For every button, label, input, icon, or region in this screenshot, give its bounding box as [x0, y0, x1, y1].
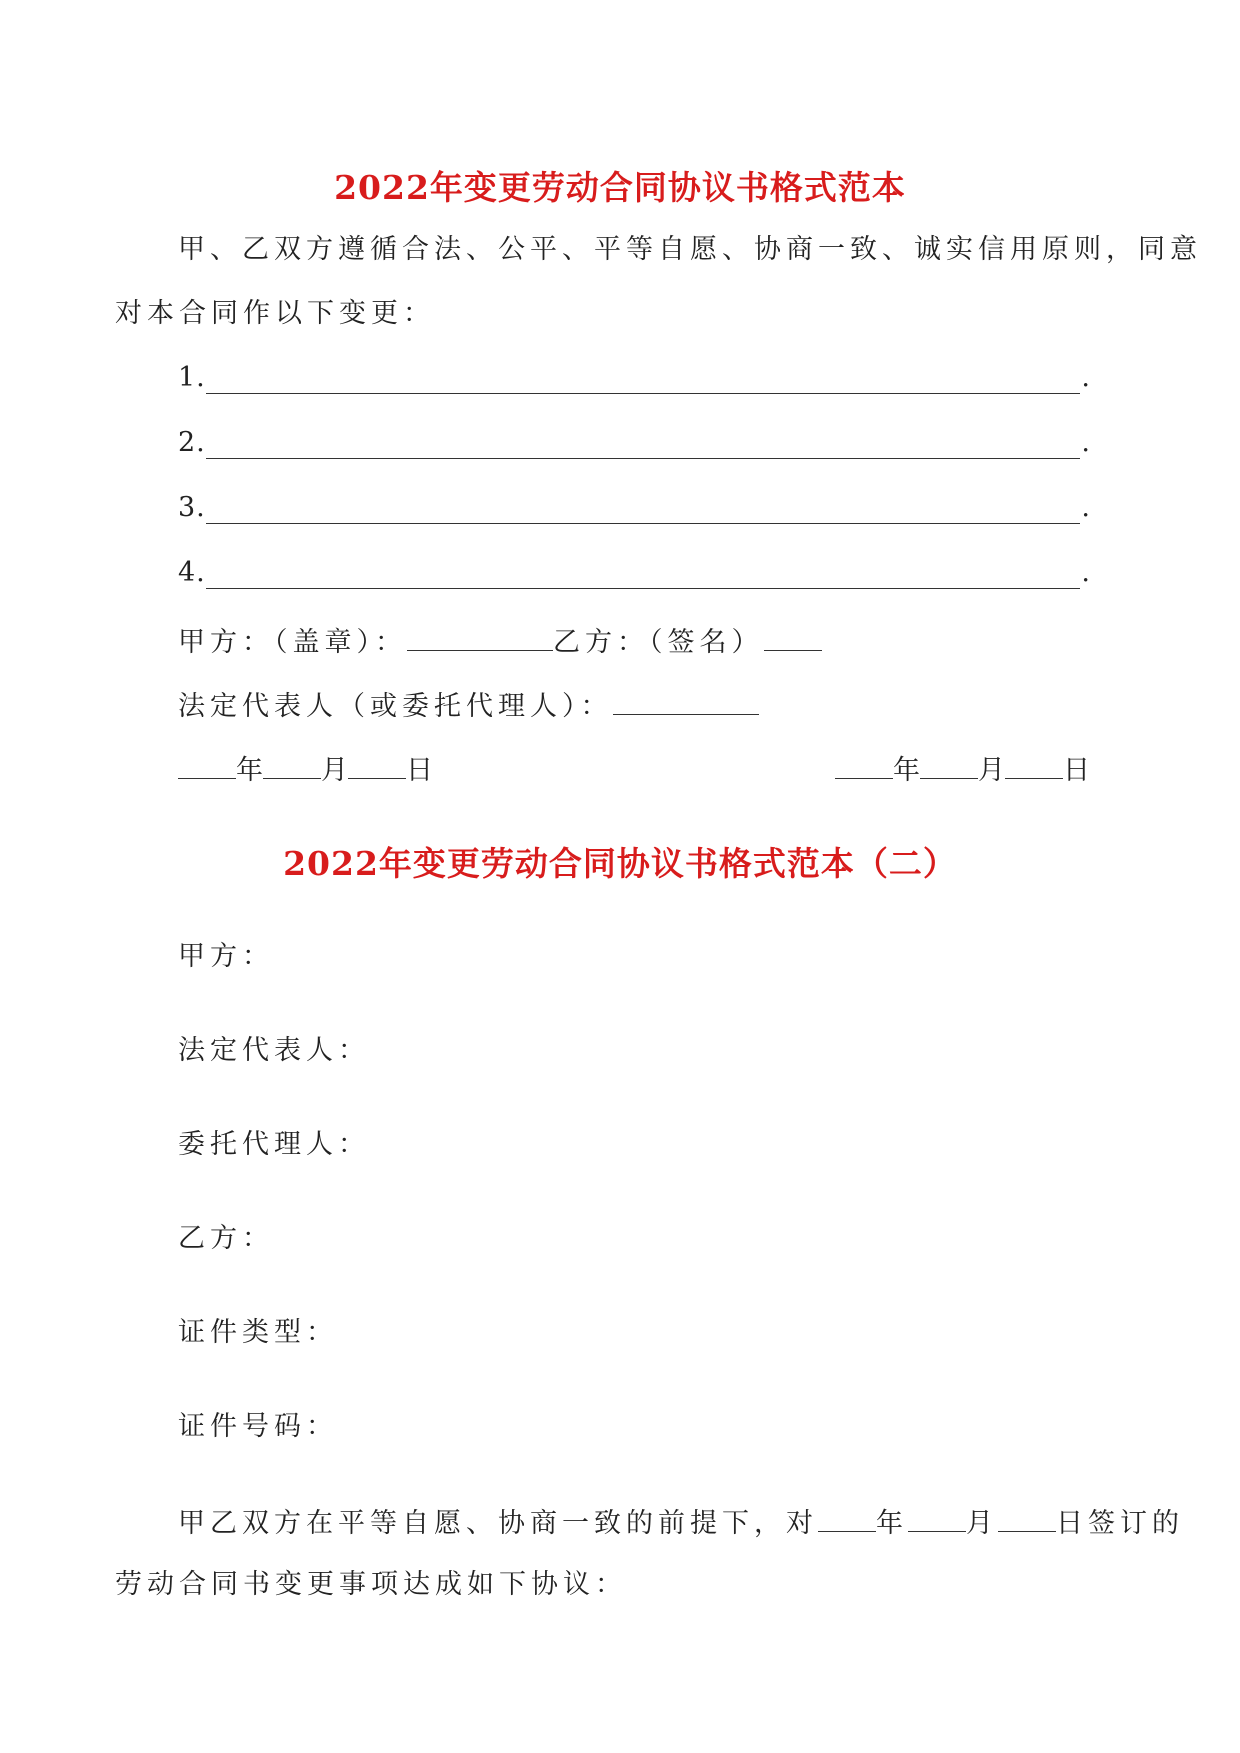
change-item-4 [178, 557, 1090, 593]
fill-blank-line [206, 393, 1080, 394]
month-blank [263, 750, 321, 779]
day-label: 日 [1063, 755, 1090, 786]
year-blank [178, 750, 236, 779]
item-end-period: . [1081, 557, 1090, 588]
item-number: 3. [178, 492, 206, 523]
day-label: 日 [406, 755, 433, 786]
date-party-b [835, 750, 1090, 789]
date-party-a [178, 750, 433, 789]
party-a-seal-label: 甲方：（盖章）： [178, 627, 407, 658]
agreement-line-1 [178, 1503, 1184, 1542]
month-label: 月 [978, 755, 1005, 786]
section2-title: 2022年变更劳动合同协议书格式范本（二） [283, 844, 957, 883]
month-blank [908, 1503, 966, 1532]
item-end-period: . [1081, 492, 1090, 523]
intro-line-1: 甲、乙双方遵循合法、公平、平等自愿、协商一致、诚实信用原则，同意 [178, 234, 1202, 265]
fill-blank-line [206, 523, 1080, 524]
party-b-sign-blank [764, 622, 822, 651]
field-id-number: 证件号码： [178, 1411, 338, 1442]
item-end-period: . [1081, 427, 1090, 458]
day-suffix: 日签订的 [1056, 1508, 1184, 1539]
item-number: 2. [178, 427, 206, 458]
agreement-line-2: 劳动合同书变更事项达成如下协议： [115, 1569, 627, 1600]
field-legal-rep: 法定代表人： [178, 1035, 370, 1066]
change-item-2 [178, 427, 1090, 463]
signature-row [178, 622, 822, 661]
legal-rep-row [178, 686, 759, 725]
month-label: 月 [966, 1508, 998, 1539]
day-blank [348, 750, 406, 779]
item-number: 4. [178, 557, 206, 588]
field-id-type: 证件类型： [178, 1317, 338, 1348]
year-label: 年 [236, 755, 263, 786]
year-blank [818, 1503, 876, 1532]
party-a-seal-blank [407, 622, 553, 651]
fill-blank-line [206, 458, 1080, 459]
fill-blank-line [206, 588, 1080, 589]
legal-rep-blank [613, 686, 759, 715]
year-label: 年 [876, 1508, 908, 1539]
field-party-a: 甲方： [178, 941, 274, 972]
item-end-period: . [1081, 362, 1090, 393]
month-blank [920, 750, 978, 779]
month-label: 月 [321, 755, 348, 786]
field-party-b: 乙方： [178, 1223, 274, 1254]
agreement-prefix: 甲乙双方在平等自愿、协商一致的前提下，对 [178, 1508, 818, 1539]
day-blank [998, 1503, 1056, 1532]
year-label: 年 [893, 755, 920, 786]
item-number: 1. [178, 362, 206, 393]
intro-line-2: 对本合同作以下变更： [115, 298, 435, 329]
change-item-1 [178, 362, 1090, 398]
day-blank [1005, 750, 1063, 779]
party-b-sign-label: 乙方：（签名） [553, 627, 764, 658]
year-blank [835, 750, 893, 779]
legal-rep-label: 法定代表人（或委托代理人）： [178, 691, 613, 722]
section1-title: 2022年变更劳动合同协议书格式范本 [334, 168, 906, 207]
change-item-3 [178, 492, 1090, 528]
field-agent: 委托代理人： [178, 1129, 370, 1160]
